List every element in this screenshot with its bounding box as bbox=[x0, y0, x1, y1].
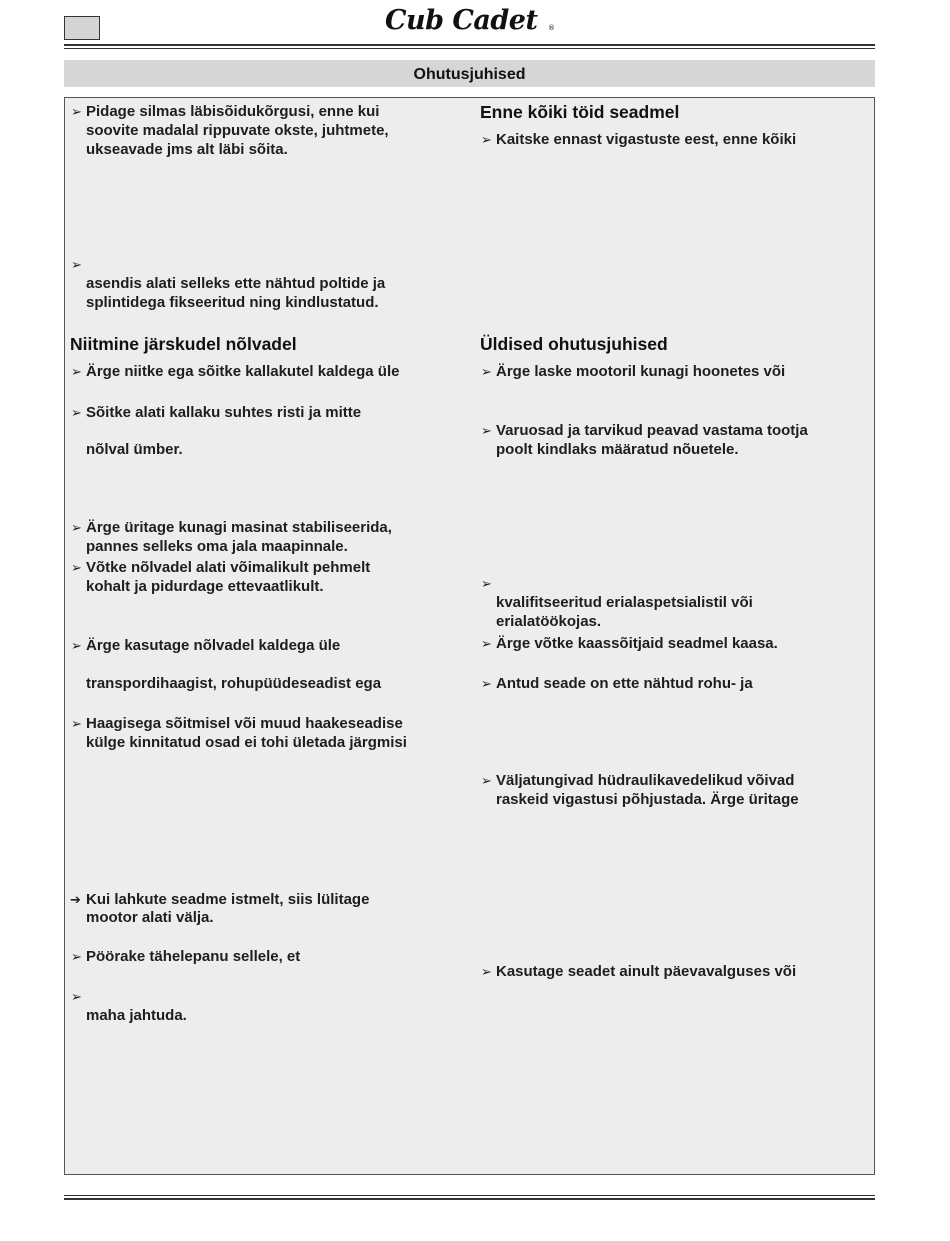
right-item-8-line-1: Kasutage seadet ainult päevavalguses või bbox=[496, 963, 797, 980]
bullet-marker: ➢ bbox=[481, 773, 492, 788]
footer-rule-thick bbox=[64, 1198, 875, 1200]
left-item-4-line-1: Sõitke alati kallaku suhtes risti ja mitte bbox=[86, 404, 362, 421]
right-item-3-line-2: poolt kindlaks määratud nõuetele. bbox=[496, 441, 739, 458]
left-item-9-line-2: mootor alati välja. bbox=[86, 909, 214, 926]
left-item-1-line-1: Pidage silmas läbisõidukõrgusi, enne kui bbox=[86, 103, 380, 120]
footer-rule-thin bbox=[64, 1195, 875, 1196]
right-item-4-line-3: erialatöökojas. bbox=[496, 613, 602, 630]
bullet-marker: ➢ bbox=[71, 257, 82, 272]
left-item-7-line-1: Ärge kasutage nõlvadel kaldega üle bbox=[86, 637, 341, 654]
left-item-2-line-2: asendis alati selleks ette nähtud poltide ja bbox=[86, 275, 386, 292]
right-item-3-line-1: Varuosad ja tarvikud peavad vastama tootja bbox=[496, 422, 808, 439]
header-rule-thick bbox=[64, 44, 875, 46]
bullet-marker: ➢ bbox=[481, 636, 492, 651]
bullet-marker: ➢ bbox=[71, 716, 82, 731]
bullet-marker: ➢ bbox=[481, 423, 492, 438]
left-item-7-line-3: transpordihaagist, rohupüüdeseadist ega bbox=[86, 675, 382, 692]
bullet-marker: ➢ bbox=[481, 964, 492, 979]
left-item-8-line-2: külge kinnitatud osad ei tohi ületada järgmisi bbox=[86, 734, 407, 751]
bullet-marker: ➢ bbox=[71, 405, 82, 420]
cub-cadet-logo bbox=[383, 2, 558, 36]
left-item-6-line-1: Võtke nõlvadel alati võimalikult pehmelt bbox=[86, 559, 371, 576]
bullet-marker: ➢ bbox=[481, 132, 492, 147]
right-item-1-line-1: Kaitske ennast vigastuste eest, enne kõiki bbox=[496, 131, 797, 148]
heading-steep-slopes: Niitmine järskudel nõlvadel bbox=[70, 334, 297, 354]
left-item-1-line-2: soovite madalal rippuvate okste, juhtmete, bbox=[86, 122, 389, 139]
page-number-box bbox=[64, 16, 100, 40]
svg-text:Cub Cadet: Cub Cadet bbox=[385, 5, 538, 36]
left-item-11-line-2: maha jahtuda. bbox=[86, 1007, 187, 1024]
svg-text:®: ® bbox=[548, 24, 555, 32]
bullet-marker: ➢ bbox=[481, 676, 492, 691]
bullet-marker: ➢ bbox=[71, 989, 82, 1004]
bullet-marker: ➢ bbox=[71, 638, 82, 653]
right-item-5-line-1: Ärge võtke kaassõitjaid seadmel kaasa. bbox=[496, 635, 778, 652]
right-item-7-line-2: raskeid vigastusi põhjustada. Ärge üritage bbox=[496, 791, 799, 808]
right-item-7-line-1: Väljatungivad hüdraulikavedelikud võivad bbox=[496, 772, 795, 789]
content-box bbox=[64, 97, 875, 1175]
left-item-4-line-3: nõlval ümber. bbox=[86, 441, 183, 458]
left-item-9-line-1: Kui lahkute seadme istmelt, siis lülitage bbox=[86, 891, 370, 908]
heading-before-work: Enne kõiki töid seadmel bbox=[480, 102, 680, 122]
arrow-marker: ➔ bbox=[70, 892, 81, 907]
bullet-marker: ➢ bbox=[71, 560, 82, 575]
left-item-2-line-3: splintidega fikseeritud ning kindlustatud. bbox=[86, 294, 379, 311]
left-item-5-line-2: pannes selleks oma jala maapinnale. bbox=[86, 538, 348, 555]
bullet-marker: ➢ bbox=[71, 949, 82, 964]
heading-general-safety: Üldised ohutusjuhised bbox=[480, 334, 668, 354]
left-item-8-line-1: Haagisega sõitmisel või muud haakeseadise bbox=[86, 715, 403, 732]
left-item-6-line-2: kohalt ja pidurdage ettevaatlikult. bbox=[86, 578, 324, 595]
left-item-3-line-1: Ärge niitke ega sõitke kallakutel kaldega üle bbox=[86, 363, 400, 380]
header-rule-thin bbox=[64, 48, 875, 49]
bullet-marker: ➢ bbox=[481, 364, 492, 379]
bullet-marker: ➢ bbox=[71, 104, 82, 119]
bullet-marker: ➢ bbox=[71, 520, 82, 535]
right-item-2-line-1: Ärge laske mootoril kunagi hoonetes või bbox=[496, 363, 786, 380]
left-item-1-line-3: ukseavade jms alt läbi sõita. bbox=[86, 141, 288, 158]
left-item-5-line-1: Ärge üritage kunagi masinat stabiliseerida, bbox=[86, 519, 392, 536]
right-item-4-line-2: kvalifitseeritud erialaspetsialistil või bbox=[496, 594, 753, 611]
bullet-marker: ➢ bbox=[481, 576, 492, 591]
right-item-6-line-1: Antud seade on ette nähtud rohu- ja bbox=[496, 675, 753, 692]
left-item-10-line-1: Pöörake tähelepanu sellele, et bbox=[86, 948, 301, 965]
section-title: Ohutusjuhised bbox=[64, 60, 875, 87]
bullet-marker: ➢ bbox=[71, 364, 82, 379]
